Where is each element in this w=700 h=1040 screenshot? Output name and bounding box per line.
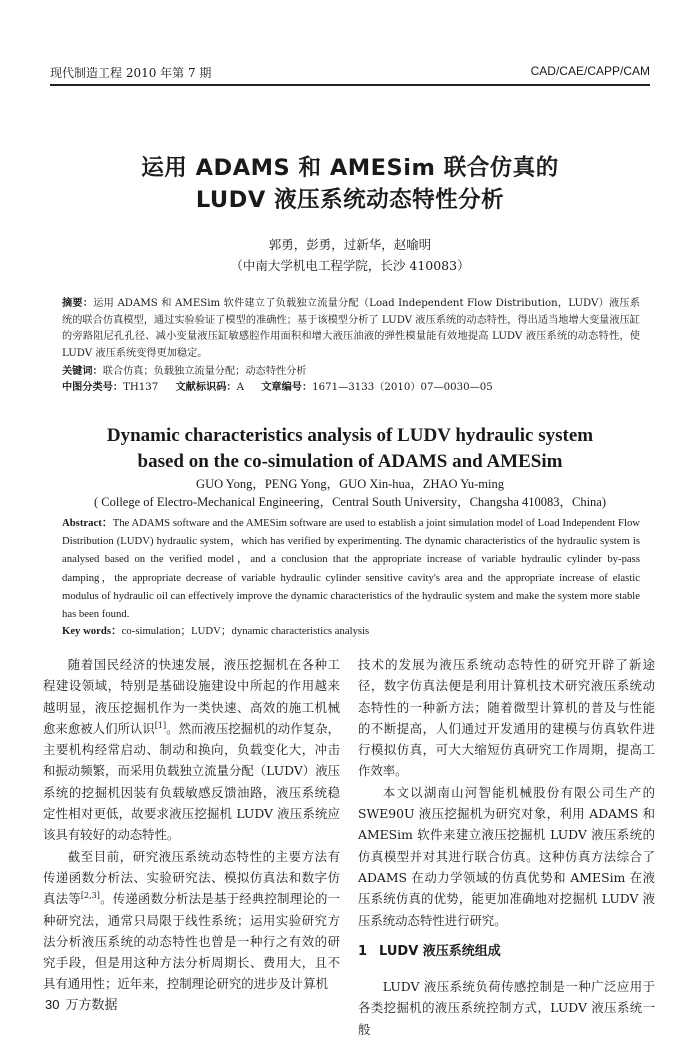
paragraph-text: 。然而液压挖掘机的动作复杂，主要机构经常启动、制动和换向，负载变化大，冲击和振动频繁，而采用负载独立流量分配（LUDV）液压系统的挖掘机因装有负载敏感反馈油路，液压系统稳定性相对更低，故要求液压挖掘机 LUDV 液压系统应该具有较好的动态特性。 — [43, 720, 341, 843]
clc-label: 中图分类号： — [62, 382, 124, 393]
abstract-cn — [62, 296, 640, 362]
abstract-cn-label: 摘要： — [62, 298, 94, 309]
article-group — [261, 382, 493, 393]
doc-label: 文献标识码： — [175, 382, 237, 393]
doc-group — [176, 382, 244, 393]
keywords-en — [62, 623, 640, 638]
authors-cn: 郭勇，彭勇，过新华，赵喻明 — [268, 237, 432, 252]
body-paragraph: 本文以湖南山河智能机械股份有限公司生产的 SWE90U 液压挖掘机为研究对象，利用 ADAMS 和 AMESim 软件来建立液压挖掘机 LUDV 液压系统的仿真模型并对其进行联合仿真。这种仿真方法综合了 ADAMS 在动力学领域的仿真优势和 AMESim 在液压系统仿真的优势，能更加准确地对挖掘机 LUDV 液压系统动态特性进行研究。 — [358, 784, 655, 928]
authors-en: GUO Yong，PENG Yong，GUO Xin-hua，ZHAO Yu-ming — [196, 477, 504, 491]
keywords-en-label: Key words： — [62, 625, 122, 637]
citation-ref: [1] — [154, 720, 167, 730]
title-cn-line2: LUDV 液压系统动态特性分析 — [195, 187, 505, 213]
article-value: 1671—3133（2010）07—0030—05 — [312, 382, 493, 393]
affiliation-en: ( College of Electro-Mechanical Engineering，Central South University，Changsha 410083，China) — [93, 495, 607, 509]
keywords-cn-label: 关键词： — [62, 366, 103, 377]
title-en-line1: Dynamic characteristics analysis of LUDV hydraulic system — [106, 425, 594, 446]
clc-group — [62, 382, 158, 393]
page-number: 30 — [45, 997, 60, 1012]
journal-category: CAD/CAE/CAPP/CAM — [530, 64, 650, 78]
abstract-cn-text: 运用 ADAMS 和 AMESim 软件建立了负载独立流量分配（Load Independent Flow Distribution，LUDV）液压系统的联合仿真模型，通过实验验证了模型的准确性；基于该模型分析了 LUDV 液压系统的动态特性，得出适当地增大变量液压缸的旁路阻尼孔孔径、减小变量液压缸敏感腔作用面积和增大液压油液的弹性模量能有效地提高 LUDV 液压系统的动态特性，使 LUDV 液压系统变得更加稳定。 — [62, 298, 641, 359]
page-footer — [45, 994, 117, 1013]
section-heading — [358, 941, 655, 962]
body-paragraph: 技术的发展为液压系统动态特性的研究开辟了新途径，数字仿真法便是利用计算机技术研究液压系统动态特性的一种新方法；随着微型计算机的普及与性能的不断提高，人们通过开发通用的建模与仿真软件进行模拟仿真，可大大缩短仿真研究工作周期，提高工作效率。 — [358, 657, 655, 779]
keywords-cn — [62, 362, 640, 377]
classification-cn — [62, 378, 640, 393]
section-title: LUDV 液压系统组成 — [379, 943, 501, 959]
journal-issue: 现代制造工程 2010 年第 7 期 — [50, 66, 212, 80]
paragraph-text: 。传递函数分析法是基于经典控制理论的一种研究法，通常只局限于线性系统；运用实验研究方法分析液压系统的动态特性也曾是一种行之有效的研究手段，但是用这种方法分析周期长、费用大，且不具有通用性；近年来，控制理论研究的进步及计算机 — [43, 891, 341, 992]
abstract-en-text: The ADAMS software and the AMESim software are used to establish a joint simulation model of Load Independent Flow Distribution (LUDV) hydraulic system，which has verified by experimenting. The dynamic characteristics of the hydraulic system is analysed based on the verified model，and a conclusion that the appropriate increase of variable hydraulic cylinder by-pass damping，the appropriate decrease of variable hydraulic cylinder sensitive cavity's area and the appropriate increase of elastic modulus of hydraulic oil can effectively improve the dynamic characteristics of the hydraulic system and make the system more stable has been found. — [62, 517, 640, 621]
keywords-en-text: co-simulation；LUDV；dynamic characteristics analysis — [121, 625, 370, 637]
keywords-cn-text: 联合仿真；负载独立流量分配；动态特性分析 — [102, 366, 307, 377]
body-paragraph — [43, 846, 340, 995]
article-label: 文章编号： — [261, 382, 313, 393]
doc-value: A — [236, 382, 244, 393]
paragraph-text: 截至目前，研究液压系统动态特性的主要方法有传递函数分析法、实验研究法、模拟仿真法和数字仿真法等 — [43, 848, 340, 907]
body-column-right — [358, 654, 655, 1040]
header-rule — [50, 84, 650, 86]
abstract-en — [62, 514, 640, 623]
abstract-en-label: Abstract： — [62, 517, 113, 529]
footer-source: 万方数据 — [65, 998, 118, 1013]
body-paragraph: LUDV 液压系统负荷传感控制是一种广泛应用于各类挖掘机的液压系统控制方式，LUDV 液压系统一般 — [358, 979, 655, 1037]
running-header — [50, 62, 650, 82]
title-en-line2: based on the co-simulation of ADAMS and AMESim — [137, 451, 563, 472]
paragraph-text: 随着国民经济的快速发展，液压挖掘机在各种工程建设领域，特别是基础设施建设中所起的作用越来越明显，液压挖掘机作为一类快速、高效的施工机械愈来愈被人们所认识 — [43, 657, 340, 736]
citation-ref: [2,3] — [80, 891, 100, 901]
title-cn-line1: 运用 ADAMS 和 AMESim 联合仿真的 — [141, 155, 559, 181]
clc-value: TH137 — [123, 382, 159, 393]
section-number: 1 — [358, 943, 368, 959]
body-paragraph — [43, 654, 340, 846]
affiliation-cn: （中南大学机电工程学院，长沙 410083） — [230, 258, 470, 273]
body-column-left — [43, 654, 340, 995]
